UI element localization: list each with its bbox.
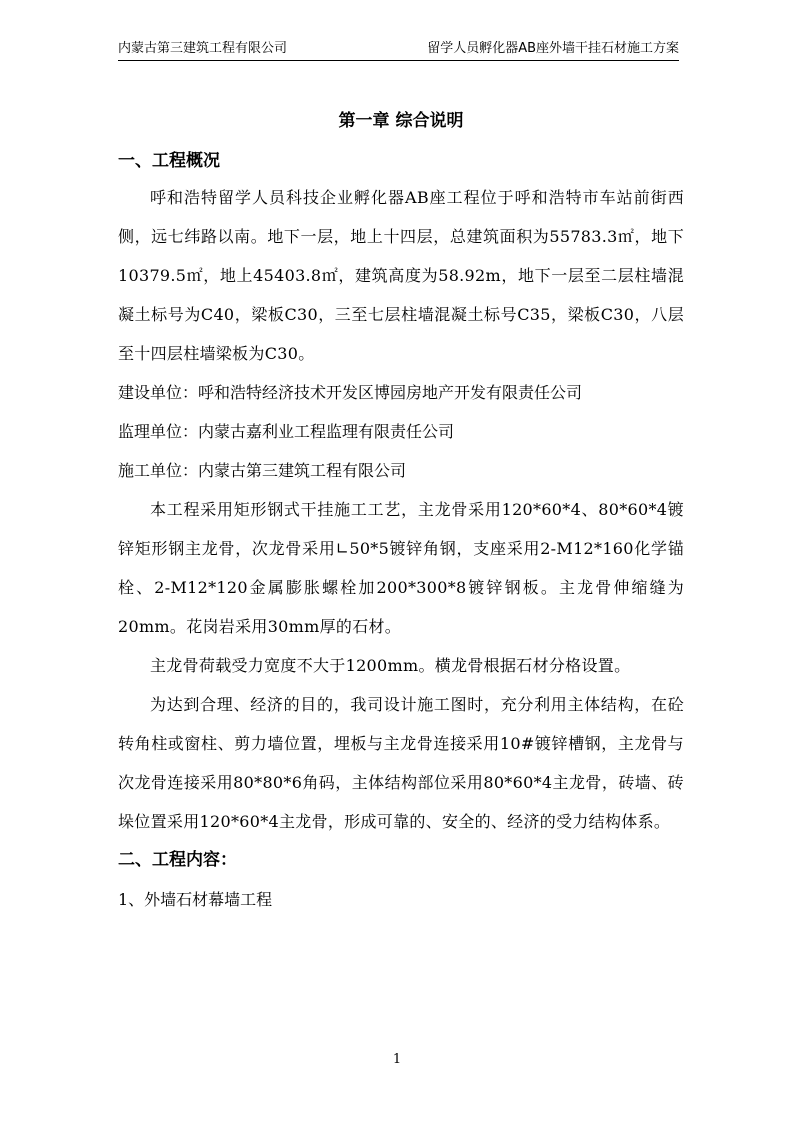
page-header (118, 38, 679, 61)
design-paragraph: 为达到合理、经济的目的，我司设计施工图时，充分利用主体结构，在砼转角柱或窗柱、剪力墙位置，埋板与主龙骨连接采用10#镀锌槽钢，主龙骨与次龙骨连接采用80*80*6角码，主体结构部位采用80*60*4主龙骨，砖墙、砖垛位置采用120*60*4主龙骨，形成可靠的、安全的、经济的受力结构体系。 (118, 695, 684, 831)
load-paragraph: 主龙骨荷载受力宽度不大于1200mm。横龙骨根据石材分格设置。 (150, 656, 631, 675)
process-paragraph: 本工程采用矩形钢式干挂施工工艺，主龙骨采用120*60*4、80*60*4镀锌矩形钢主龙骨，次龙骨采用∟50*5镀锌角钢，支座采用2-M12*160化学锚栓、2-M12*120金属膨胀螺栓加200*300*8镀锌钢板。主龙骨伸缩缝为20mm。花岗岩采用30mm厚的石材。 (118, 500, 684, 636)
overview-paragraph: 呼和浩特留学人员科技企业孵化器AB座工程位于呼和浩特市车站前街西侧，远七纬路以南。地下一层，地上十四层，总建筑面积为55783.3㎡，地下10379.5㎡，地上45403.8㎡，建筑高度为58.92m，地下一层至二层柱墙混凝土标号为C40，梁板C30，三至七层柱墙混凝土标号C35，梁板C30，八层至十四层柱墙梁板为C30。 (118, 188, 684, 363)
content-item-1: 1、外墙石材幕墙工程 (118, 890, 273, 909)
supervision-unit: 监理单位：内蒙古嘉利业工程监理有限责任公司 (118, 422, 455, 441)
builder-unit: 施工单位：内蒙古第三建筑工程有限公司 (118, 461, 407, 480)
header-document-title: 留学人员孵化器AB座外墙干挂石材施工方案 (427, 41, 679, 56)
page-content (118, 100, 684, 919)
construction-unit: 建设单位：呼和浩特经济技术开发区博园房地产开发有限责任公司 (118, 383, 583, 402)
chapter-title: 第一章 综合说明 (338, 111, 464, 131)
section-heading-content: 二、工程内容： (118, 850, 237, 870)
page-number: 1 (392, 1052, 402, 1067)
header-company: 内蒙古第三建筑工程有限公司 (118, 41, 288, 56)
section-heading-overview: 一、工程概况 (118, 151, 220, 171)
